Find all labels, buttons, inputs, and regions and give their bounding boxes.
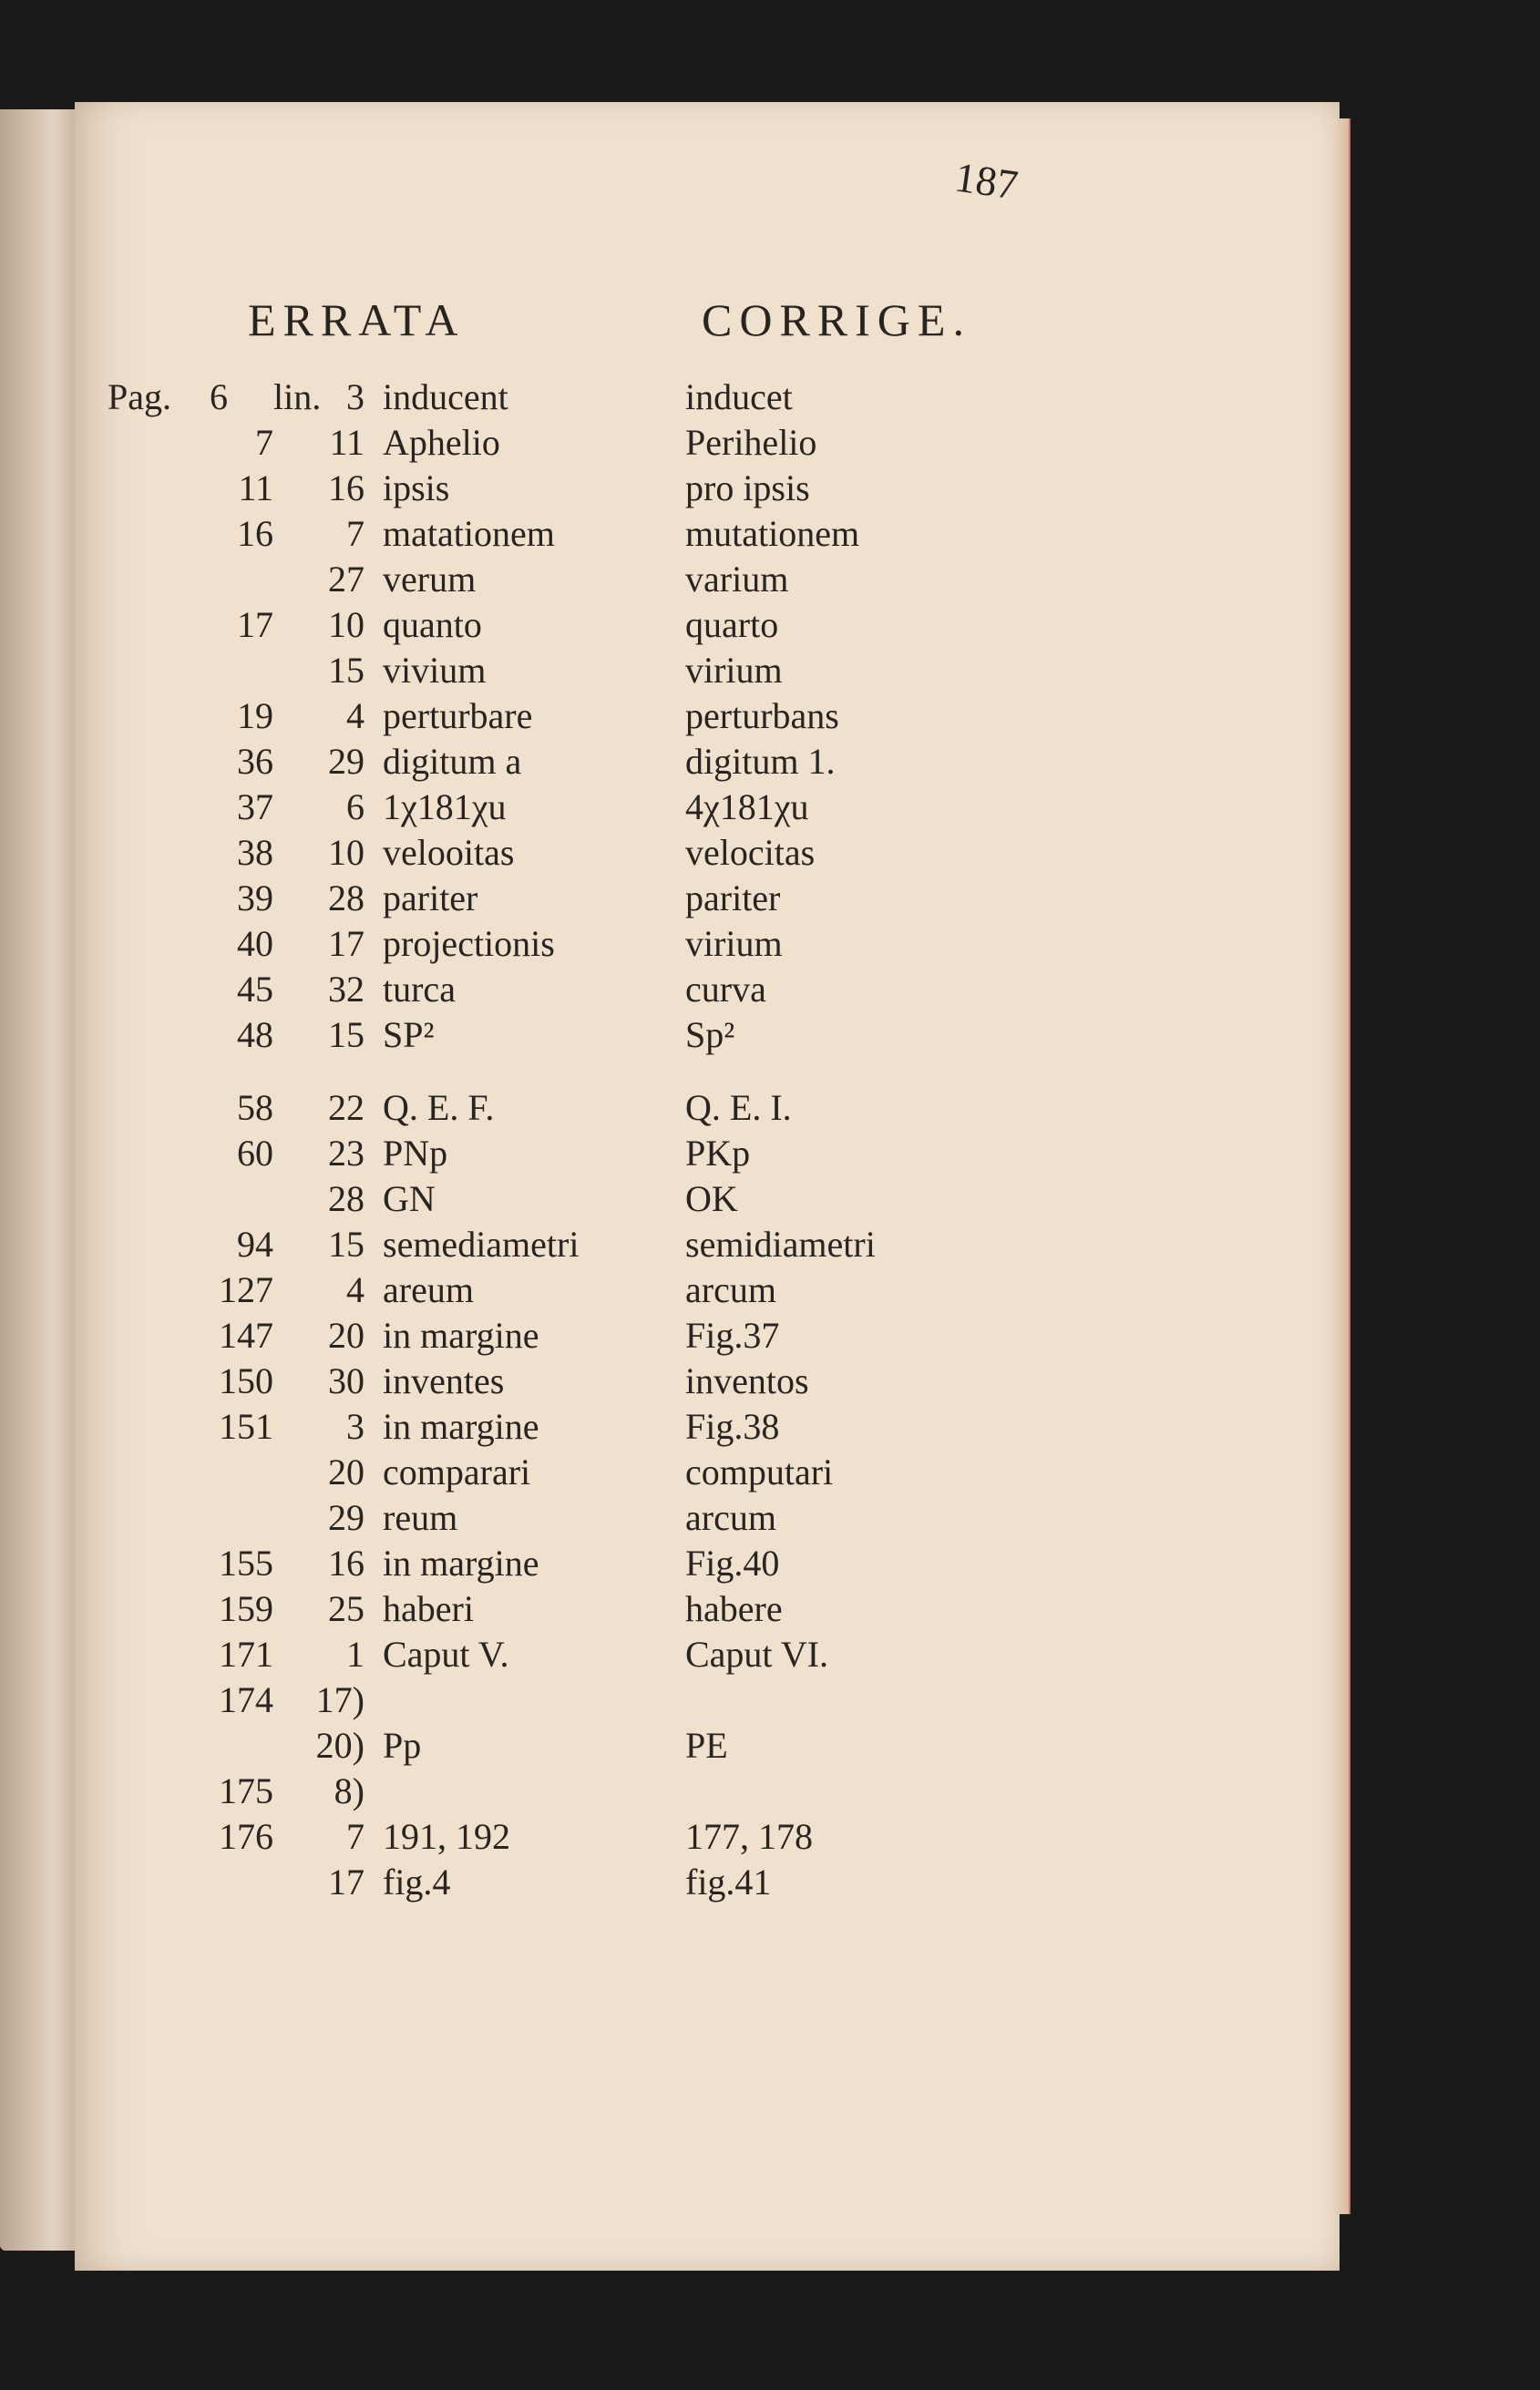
correction-text: pro ipsis bbox=[685, 467, 810, 508]
correction-text: arcum bbox=[685, 1497, 776, 1538]
page-ref: 58 bbox=[237, 1087, 273, 1128]
line-ref: 10 bbox=[328, 832, 364, 873]
errata-row bbox=[0, 1496, 1540, 1540]
page-ref: 155 bbox=[219, 1543, 273, 1584]
page-ref: 36 bbox=[237, 741, 273, 782]
erratum-text: quanto bbox=[383, 604, 482, 645]
erratum-text: turca bbox=[383, 969, 456, 1010]
errata-row bbox=[0, 1861, 1540, 1904]
correction-text: quarto bbox=[685, 604, 779, 645]
page-ref: 11 bbox=[238, 467, 273, 508]
line-ref: 28 bbox=[328, 1178, 364, 1219]
page-ref: 39 bbox=[237, 877, 273, 918]
line-ref: 7 bbox=[346, 1816, 364, 1857]
erratum-text: 191, 192 bbox=[383, 1816, 510, 1857]
page-ref: 48 bbox=[237, 1014, 273, 1055]
errata-row bbox=[0, 1815, 1540, 1859]
page-ref: 171 bbox=[219, 1634, 273, 1675]
line-ref: 29 bbox=[328, 741, 364, 782]
errata-row bbox=[0, 1086, 1540, 1130]
errata-row bbox=[0, 1542, 1540, 1585]
errata-row bbox=[0, 1724, 1540, 1768]
line-ref: 17) bbox=[315, 1679, 364, 1720]
correction-text: virium bbox=[685, 650, 783, 691]
line-ref: 15 bbox=[328, 650, 364, 691]
correction-text: digitum 1. bbox=[685, 741, 836, 782]
page-ref: 147 bbox=[219, 1315, 273, 1356]
errata-row bbox=[0, 1223, 1540, 1267]
page-ref: 60 bbox=[237, 1133, 273, 1174]
erratum-text: Aphelio bbox=[383, 422, 500, 463]
errata-row bbox=[0, 785, 1540, 829]
line-ref: 3 bbox=[346, 1406, 364, 1447]
erratum-text: vivium bbox=[383, 650, 487, 691]
errata-row bbox=[0, 467, 1540, 510]
line-ref: 4 bbox=[346, 695, 364, 736]
page-ref: 151 bbox=[219, 1406, 273, 1447]
errata-row bbox=[0, 968, 1540, 1011]
correction-text: Fig.38 bbox=[685, 1406, 780, 1447]
correction-text: Perihelio bbox=[685, 422, 817, 463]
page-ref: 37 bbox=[237, 786, 273, 827]
errata-row bbox=[0, 1587, 1540, 1631]
erratum-text: Q. E. F. bbox=[383, 1087, 495, 1128]
correction-text: virium bbox=[685, 923, 783, 964]
line-ref: 28 bbox=[328, 877, 364, 918]
page-ref: 16 bbox=[237, 513, 273, 554]
erratum-text: comparari bbox=[383, 1451, 531, 1492]
correction-text: velocitas bbox=[685, 832, 816, 873]
page-ref: 175 bbox=[219, 1770, 273, 1811]
line-ref: 32 bbox=[328, 969, 364, 1010]
line-ref: 3 bbox=[346, 376, 364, 417]
errata-row bbox=[0, 421, 1540, 465]
erratum-text: PNp bbox=[383, 1133, 448, 1174]
correction-text: PKp bbox=[685, 1133, 751, 1174]
correction-text: Caput VI. bbox=[685, 1634, 829, 1675]
lin-label: lin. bbox=[273, 376, 322, 417]
correction-text: Fig.40 bbox=[685, 1543, 780, 1584]
errata-row bbox=[0, 603, 1540, 647]
erratum-text: velooitas bbox=[383, 832, 515, 873]
line-ref: 17 bbox=[328, 1862, 364, 1903]
line-ref: 29 bbox=[328, 1497, 364, 1538]
errata-row bbox=[0, 922, 1540, 966]
line-ref: 8) bbox=[334, 1770, 364, 1811]
errata-row bbox=[0, 1769, 1540, 1813]
correction-text: Sp² bbox=[685, 1014, 735, 1055]
corrige-heading: CORRIGE. bbox=[702, 294, 971, 345]
correction-text: Q. E. I. bbox=[685, 1087, 792, 1128]
erratum-text: haberi bbox=[383, 1588, 474, 1629]
erratum-text: digitum a bbox=[383, 741, 522, 782]
erratum-text: SP² bbox=[383, 1014, 435, 1055]
line-ref: 30 bbox=[328, 1360, 364, 1401]
correction-text: fig.41 bbox=[685, 1862, 772, 1903]
line-ref: 15 bbox=[328, 1014, 364, 1055]
errata-row bbox=[0, 831, 1540, 875]
correction-text: inducet bbox=[685, 376, 793, 417]
line-ref: 27 bbox=[328, 559, 364, 600]
erratum-text: pariter bbox=[383, 877, 478, 918]
page-ref: 150 bbox=[219, 1360, 273, 1401]
erratum-text: semediametri bbox=[383, 1224, 580, 1265]
erratum-text: perturbare bbox=[383, 695, 533, 736]
line-ref: 16 bbox=[328, 1543, 364, 1584]
correction-text: arcum bbox=[685, 1269, 776, 1310]
correction-text: 177, 178 bbox=[685, 1816, 813, 1857]
correction-text: perturbans bbox=[685, 695, 839, 736]
page-ref: 40 bbox=[237, 923, 273, 964]
erratum-text: projectionis bbox=[383, 923, 555, 964]
line-ref: 11 bbox=[329, 422, 364, 463]
line-ref: 20) bbox=[315, 1725, 364, 1766]
erratum-text: inventes bbox=[383, 1360, 505, 1401]
line-ref: 23 bbox=[328, 1133, 364, 1174]
correction-text: habere bbox=[685, 1588, 783, 1629]
erratum-text: GN bbox=[383, 1178, 436, 1219]
line-ref: 16 bbox=[328, 467, 364, 508]
page-ref: 176 bbox=[219, 1816, 273, 1857]
page-number: 187 bbox=[951, 153, 1022, 209]
correction-text: varium bbox=[685, 559, 789, 600]
erratum-text: verum bbox=[383, 559, 477, 600]
erratum-text: areum bbox=[383, 1269, 474, 1310]
line-ref: 25 bbox=[328, 1588, 364, 1629]
erratum-text: 1χ181χu bbox=[383, 786, 507, 827]
errata-row bbox=[0, 1405, 1540, 1449]
erratum-text: inducent bbox=[383, 376, 508, 417]
correction-text: OK bbox=[685, 1178, 738, 1219]
correction-text: 4χ181χu bbox=[685, 786, 809, 827]
errata-row bbox=[0, 1678, 1540, 1722]
errata-heading: ERRATA bbox=[248, 294, 466, 345]
correction-text: mutationem bbox=[685, 513, 860, 554]
correction-text: PE bbox=[685, 1725, 728, 1766]
errata-row bbox=[0, 877, 1540, 920]
erratum-text: matationem bbox=[383, 513, 555, 554]
erratum-text: in margine bbox=[383, 1406, 539, 1447]
page-ref: 17 bbox=[237, 604, 273, 645]
page-ref: 94 bbox=[237, 1224, 273, 1265]
erratum-text: fig.4 bbox=[383, 1862, 451, 1903]
erratum-text: Pp bbox=[383, 1725, 422, 1766]
page-ref: 174 bbox=[219, 1679, 273, 1720]
line-ref: 6 bbox=[346, 786, 364, 827]
errata-row bbox=[0, 1451, 1540, 1494]
errata-row bbox=[0, 1177, 1540, 1221]
line-ref: 15 bbox=[328, 1224, 364, 1265]
line-ref: 22 bbox=[328, 1087, 364, 1128]
erratum-text: in margine bbox=[383, 1543, 539, 1584]
page-ref: 6 bbox=[210, 376, 228, 417]
errata-row bbox=[0, 694, 1540, 738]
line-ref: 17 bbox=[328, 923, 364, 964]
errata-row bbox=[0, 1013, 1540, 1057]
page-ref: 45 bbox=[237, 969, 273, 1010]
erratum-text: Caput V. bbox=[383, 1634, 509, 1675]
line-ref: 1 bbox=[346, 1634, 364, 1675]
errata-row bbox=[0, 1314, 1540, 1358]
errata-row bbox=[0, 1359, 1540, 1403]
errata-row bbox=[0, 649, 1540, 692]
errata-row bbox=[0, 740, 1540, 784]
page-ref: 19 bbox=[237, 695, 273, 736]
erratum-text: ipsis bbox=[383, 467, 450, 508]
correction-text: inventos bbox=[685, 1360, 809, 1401]
pag-label: Pag. bbox=[108, 376, 171, 417]
errata-row bbox=[0, 1268, 1540, 1312]
correction-text: pariter bbox=[685, 877, 781, 918]
erratum-text: in margine bbox=[383, 1315, 539, 1356]
page-ref: 38 bbox=[237, 832, 273, 873]
line-ref: 20 bbox=[328, 1451, 364, 1492]
correction-text: Fig.37 bbox=[685, 1315, 780, 1356]
line-ref: 20 bbox=[328, 1315, 364, 1356]
errata-row bbox=[0, 512, 1540, 556]
correction-text: curva bbox=[685, 969, 766, 1010]
errata-row bbox=[0, 375, 1540, 419]
page-ref: 7 bbox=[255, 422, 273, 463]
errata-row bbox=[0, 1132, 1540, 1175]
erratum-text: reum bbox=[383, 1497, 458, 1538]
errata-row bbox=[0, 1633, 1540, 1677]
page-ref: 127 bbox=[219, 1269, 273, 1310]
errata-row bbox=[0, 558, 1540, 601]
correction-text: computari bbox=[685, 1451, 834, 1492]
page-ref: 159 bbox=[219, 1588, 273, 1629]
line-ref: 7 bbox=[346, 513, 364, 554]
correction-text: semidiametri bbox=[685, 1224, 876, 1265]
line-ref: 10 bbox=[328, 604, 364, 645]
line-ref: 4 bbox=[346, 1269, 364, 1310]
